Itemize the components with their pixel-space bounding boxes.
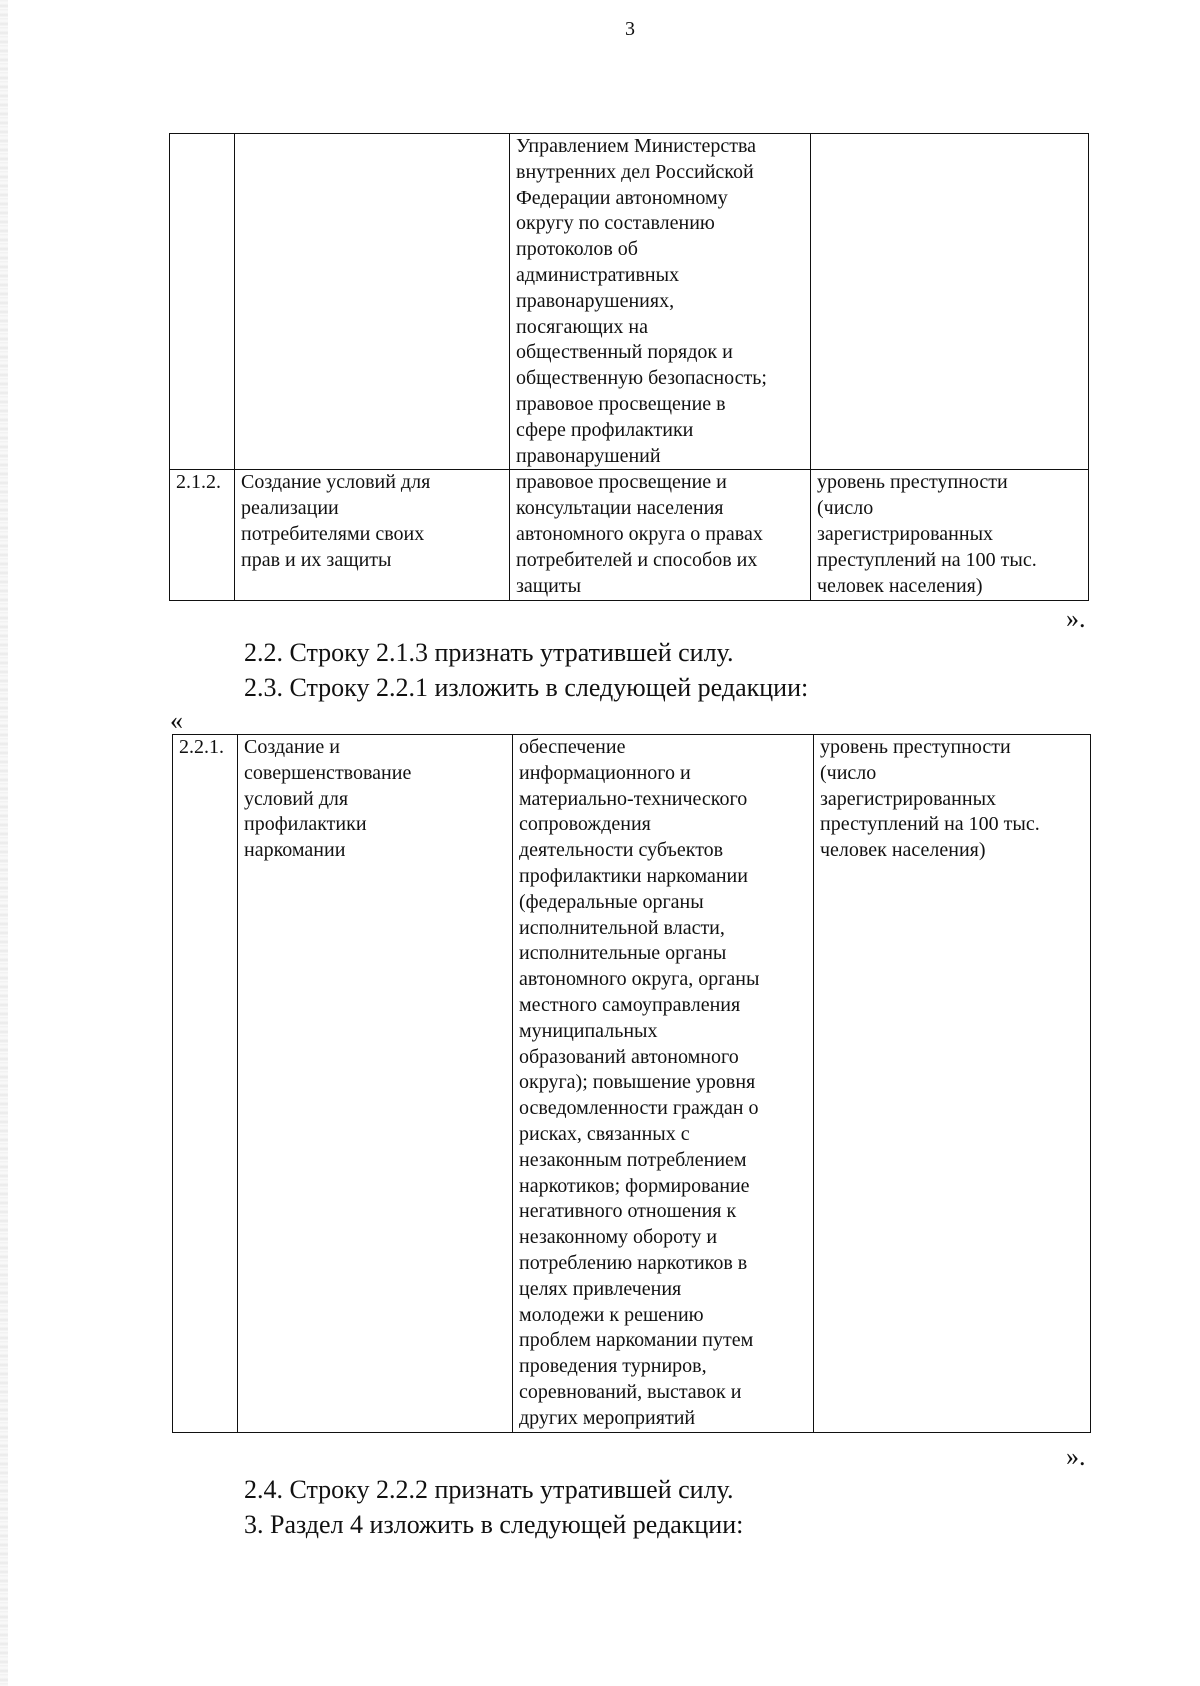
cell-text-line: человек населения) (817, 574, 983, 597)
cell-text-line: общественную безопасность; (516, 367, 767, 390)
cell-text-line: уровень преступности (820, 736, 1011, 758)
cell-text-line: молодежи к решению (519, 1303, 704, 1326)
cell-text-line: преступлений на 100 тыс. (820, 813, 1040, 836)
cell-number: 2.2.1. (173, 735, 238, 1433)
table-row-2-2-1 (173, 735, 1091, 1433)
cell-text-line: округа); повышение уровня (519, 1071, 756, 1094)
cell-text-line: посягающих на (516, 315, 648, 338)
cell-activity (510, 470, 811, 601)
cell-text-line: сфере профилактики (516, 418, 694, 441)
cell-text-line: округу по составлению (516, 212, 715, 235)
table-continuation (169, 133, 1089, 601)
cell-text-line: целях привлечения (519, 1277, 682, 1300)
cell-text-line: профилактики наркомании (519, 864, 748, 887)
table-row-2-1-2 (170, 470, 1089, 601)
cell-activity (513, 735, 814, 1433)
cell-text-line: (федеральные органы (519, 890, 704, 913)
cell-text-line: защиты (516, 574, 582, 597)
cell-text-line: правовое просвещение и (516, 471, 727, 494)
cell-text-line: человек населения) (820, 839, 986, 862)
cell-text-line: правонарушений (516, 444, 661, 467)
cell-text-line: сопровождения (519, 813, 651, 836)
cell-text-line: незаконным потреблением (519, 1148, 747, 1171)
paragraph-2-4: 2.4. Строку 2.2.2 признать утратившей силу. (244, 1475, 734, 1504)
paragraph-2-3: 2.3. Строку 2.2.1 изложить в следующей редакции: (244, 673, 809, 702)
cell-text-line: потребителей и способов их (516, 548, 758, 571)
cell-text-line: проблем наркомании путем (519, 1329, 754, 1352)
cell-text-line: административных (516, 263, 680, 286)
cell-text-line: зарегистрированных (820, 787, 997, 810)
cell-text-line: автономного округа, органы (519, 968, 760, 991)
cell-text-line: незаконному обороту и (519, 1226, 718, 1249)
cell-text-line: прав и их защиты (241, 548, 392, 571)
cell-text-line: общественный порядок и (516, 341, 733, 364)
cell-text-line: консультации населения (516, 497, 724, 520)
cell-text-line: наркотиков; формирование (519, 1174, 750, 1197)
paragraph-2-2: 2.2. Строку 2.1.3 признать утратившей силу. (244, 638, 734, 667)
cell-text-line: других мероприятий (519, 1406, 696, 1429)
cell-text-line: исполнительной власти, (519, 916, 725, 939)
cell-text-line: соревнований, выставок и (519, 1380, 742, 1403)
cell-text-line: преступлений на 100 тыс. (817, 548, 1037, 571)
opening-quote: « (170, 706, 183, 735)
table-row-2-2-1-replacement (172, 734, 1091, 1433)
closing-quote: ». (1066, 604, 1086, 633)
cell-text-line: Создание условий для (241, 471, 431, 494)
cell-indicator (814, 735, 1091, 1433)
cell-text-line: (число (820, 761, 877, 784)
scan-edge-artifact (0, 0, 8, 1686)
cell-indicator (811, 134, 1089, 470)
page-number: 3 (625, 18, 635, 40)
cell-text-line: осведомленности граждан о (519, 1097, 759, 1120)
cell-text-line: Управлением Министерства (516, 135, 757, 157)
cell-text-line: Создание и (244, 736, 340, 758)
cell-text-line: (число (817, 497, 874, 520)
closing-quote: ». (1066, 1442, 1086, 1471)
cell-text-line: Федерации автономному (516, 186, 728, 209)
cell-text-line: муниципальных (519, 1019, 658, 1042)
cell-text-line: автономного округа о правах (516, 522, 763, 545)
cell-task (235, 134, 510, 470)
paragraph-3: 3. Раздел 4 изложить в следующей редакции: (244, 1510, 744, 1539)
cell-text-line: образований автономного (519, 1045, 739, 1068)
cell-text-line: протоколов об (516, 238, 638, 261)
cell-text-line: потребителями своих (241, 522, 425, 545)
cell-text-line: внутренних дел Российской (516, 160, 754, 183)
cell-text-line: негативного отношения к (519, 1200, 737, 1223)
cell-text-line: наркомании (244, 839, 346, 862)
cell-activity (510, 134, 811, 470)
cell-task (238, 735, 513, 1433)
cell-text-line: местного самоуправления (519, 993, 741, 1016)
cell-text-line: материально-технического (519, 787, 748, 810)
table-row-continued (170, 134, 1089, 470)
cell-text-line: профилактики (244, 813, 367, 836)
cell-text-line: правонарушениях, (516, 289, 675, 312)
cell-text-line: совершенствование (244, 761, 412, 784)
cell-text-line: исполнительные органы (519, 942, 727, 965)
cell-number (170, 134, 235, 470)
cell-text-line: правовое просвещение в (516, 392, 726, 415)
cell-number: 2.1.2. (170, 470, 235, 601)
cell-text-line: рисках, связанных с (519, 1122, 690, 1145)
cell-text-line: потреблению наркотиков в (519, 1251, 748, 1274)
cell-text-line: проведения турниров, (519, 1355, 707, 1378)
cell-text-line: условий для (244, 787, 349, 810)
cell-text-line: зарегистрированных (817, 522, 994, 545)
cell-text-line: деятельности субъектов (519, 839, 724, 862)
cell-text-line: обеспечение (519, 736, 626, 758)
cell-text-line: реализации (241, 497, 339, 520)
cell-text-line: уровень преступности (817, 471, 1008, 494)
cell-task (235, 470, 510, 601)
cell-indicator (811, 470, 1089, 601)
cell-text-line: информационного и (519, 761, 691, 784)
